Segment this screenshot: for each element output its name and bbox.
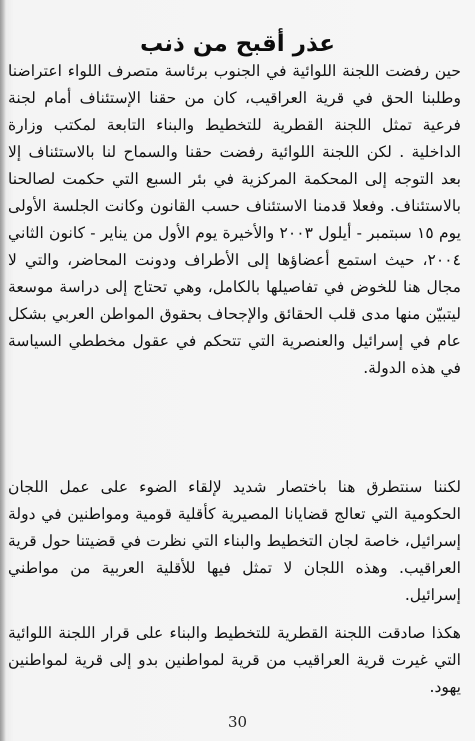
binding-shadow — [0, 0, 6, 741]
paragraph-1: حين رفضت اللجنة اللوائية في الجنوب برئاسة متصرف اللواء اعتراضنا وطلبنا الحق في قرية العراقيب، كان من حقنا الإستئناف أمام لجنة فرعية تمثل اللجنة القطرية للتخطيط والبناء التابعة لمكتب وزارة الداخلية . لكن اللجنة اللوائية رفضت حقنا والسماح لنا بالاستئناف إلا بعد التوجه إلى المحكمة المركزية في بئر السبع التي حكمت لصالحنا بالاستئناف. وفعلا قدمنا الاستئناف حسب القانون وكانت الجلسة الأولى يوم ١٥ سبتمبر - أيلول ٢٠٠٣ والأخيرة يوم الأول من يناير - كانون الثاني ٢٠٠٤، حيث استمع أعضاؤها إلى الأطراف ودونت المحاضر، والتي لا مجال هنا للخوض في تفاصيلها بالكامل، وهي تحتاج إلى دراسة موسعة ليتبيّن منها مدى قلب الحقائق والإجحاف بحقوق المواطن العربي بشكل عام في إسرائيل والعنصرية التي تتحكم في عقول مخططي السياسة في هذه الدولة. — [8, 62, 462, 377]
paragraph-3: هكذا صادقت اللجنة القطرية للتخطيط والبناء على قرار اللجنة اللوائية التي غيرت قرية العراقيب من قرية لمواطنين بدو إلى قرية لمواطنين يهود. — [8, 624, 461, 696]
chapter-title: عذر أقبح من ذنب — [140, 31, 335, 58]
page-number: 30 — [227, 713, 248, 731]
paragraph-2: لكننا سنتطرق هنا باختصار شديد لإلقاء الضوء على عمل اللجان الحكومية التي تعالج قضايانا المصيرية كأقلية قومية ومواطنين في دولة إسرائيل، خاصة لجان التخطيط والبناء التي نظرت في قضيتنا حول قرية العراقيب. وهذه اللجان لا تمثل فيها للأقلية العربية من مواطني إسرائيل. — [8, 478, 461, 604]
